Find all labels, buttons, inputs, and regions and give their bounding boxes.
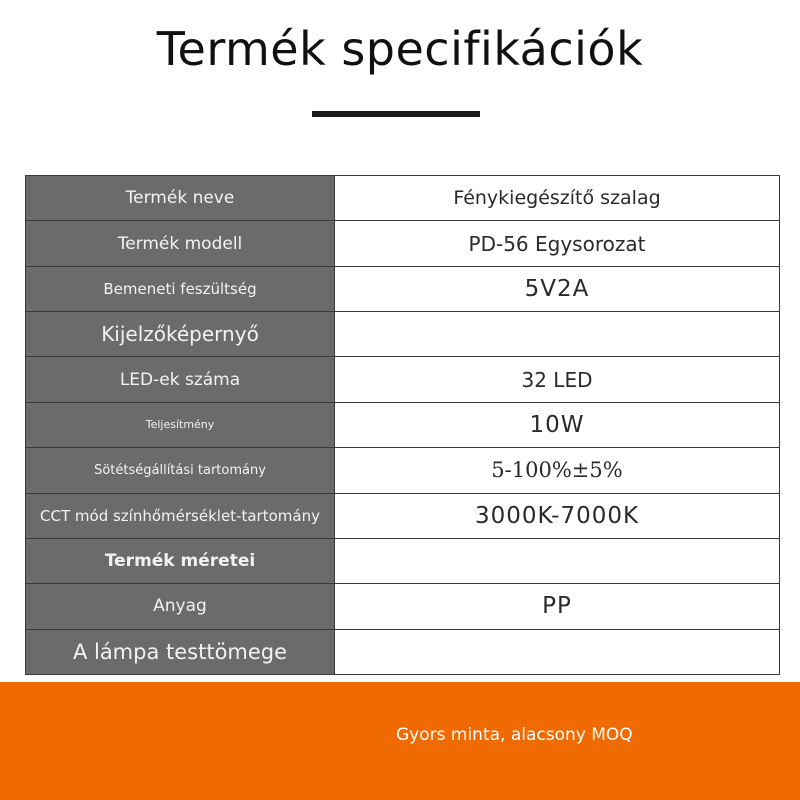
- spec-row: [26, 312, 780, 357]
- spec-value: 3000K-7000K: [335, 493, 780, 538]
- spec-row: [26, 402, 780, 447]
- spec-label: Sötétségállítási tartomány: [26, 448, 335, 493]
- spec-value: PD-56 Egysorozat: [335, 221, 780, 266]
- spec-label: LED-ek száma: [26, 357, 335, 402]
- spec-value: Fénykiegészítő szalag: [335, 176, 780, 221]
- spec-row: [26, 629, 780, 674]
- spec-label: Anyag: [26, 584, 335, 629]
- spec-label: CCT mód színhőmérséklet-tartomány: [26, 493, 335, 538]
- spec-label: Bemeneti feszültség: [26, 266, 335, 311]
- spec-label: A lámpa testtömege: [26, 629, 335, 674]
- spec-value: PP: [335, 584, 780, 629]
- spec-row: [26, 493, 780, 538]
- page-title: Termék specifikációk: [156, 22, 644, 76]
- spec-label: Kijelzőképernyő: [26, 312, 335, 357]
- spec-row: [26, 357, 780, 402]
- spec-label: Termék neve: [26, 176, 335, 221]
- spec-value: 32 LED: [335, 357, 780, 402]
- spec-value: 5V2A: [335, 266, 780, 311]
- spec-value: [335, 312, 780, 357]
- spec-label: Termék modell: [26, 221, 335, 266]
- spec-label: Termék méretei: [26, 538, 335, 583]
- title-underline: [312, 111, 480, 117]
- spec-row: [26, 221, 780, 266]
- spec-value: [335, 538, 780, 583]
- spec-table: [25, 175, 780, 675]
- spec-value: [335, 629, 780, 674]
- spec-value: 10W: [335, 402, 780, 447]
- spec-row: [26, 448, 780, 493]
- spec-row: [26, 538, 780, 583]
- spec-row: [26, 584, 780, 629]
- spec-label: Teljesítmény: [26, 402, 335, 447]
- promo-banner-text: Gyors minta, alacsony MOQ: [396, 725, 633, 745]
- spec-value: 5-100%±5%: [335, 448, 780, 493]
- spec-row: [26, 176, 780, 221]
- spec-row: [26, 266, 780, 311]
